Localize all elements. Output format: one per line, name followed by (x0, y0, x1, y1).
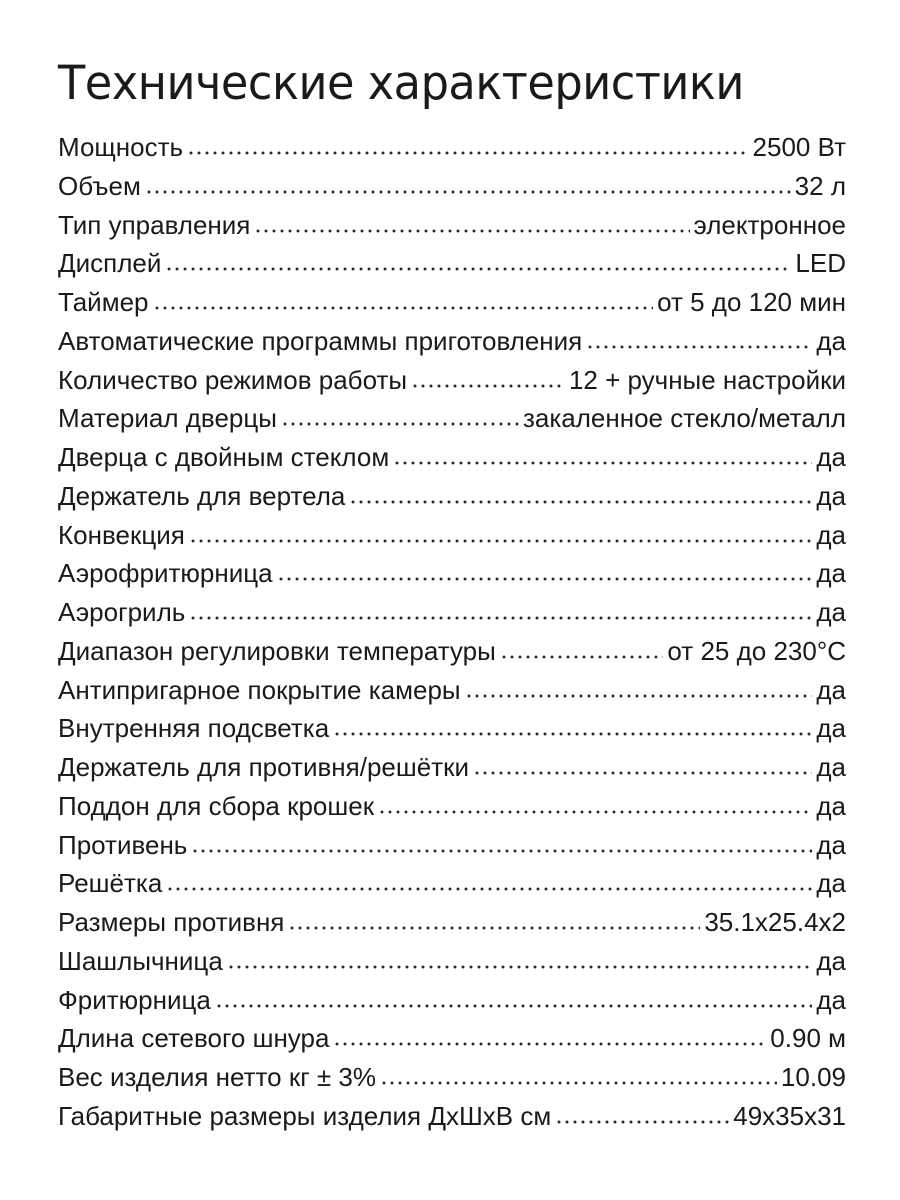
spec-row (58, 942, 846, 981)
spec-label: Поддон для сбора крошек (58, 790, 375, 821)
spec-value: да (816, 829, 846, 860)
spec-row (58, 981, 846, 1020)
dot-leader (254, 229, 689, 233)
spec-label: Решётка (58, 868, 163, 899)
spec-value: да (816, 984, 846, 1015)
spec-value: да (816, 597, 846, 627)
spec-label: Длина сетевого шнура (58, 1023, 330, 1054)
dot-leader (145, 190, 791, 194)
spec-row (58, 206, 846, 245)
dot-leader (288, 926, 700, 930)
spec-value: 10.09 (780, 1062, 846, 1092)
dot-leader (411, 384, 565, 388)
dot-leader (333, 732, 812, 736)
spec-row (58, 632, 846, 671)
dot-leader (378, 810, 812, 814)
spec-label: Количество режимов работы (58, 364, 408, 395)
spec-label: Внутренняя подсветка (58, 713, 330, 744)
spec-label: Держатель для вертела (58, 480, 346, 511)
spec-label: Вес изделия нетто кг ± 3% (58, 1062, 376, 1092)
spec-label: Аэрогриль (58, 597, 186, 627)
dot-leader (555, 1120, 729, 1124)
page-title: Технические характеристики (58, 56, 744, 111)
spec-label: Материал дверцы (58, 403, 277, 434)
spec-row (58, 438, 846, 477)
spec-value: да (816, 945, 846, 976)
spec-label: Таймер (58, 287, 149, 317)
spec-value: да (816, 519, 846, 550)
spec-row (58, 787, 846, 826)
spec-label: Конвекция (58, 519, 185, 550)
spec-value: да (816, 790, 846, 821)
spec-label: Дисплей (58, 248, 162, 279)
spec-value: да (816, 713, 846, 744)
spec-row (58, 748, 846, 787)
spec-label: Дверца с двойным стеклом (58, 442, 390, 472)
spec-row (58, 554, 846, 593)
spec-label: Мощность (58, 132, 184, 162)
dot-leader (281, 422, 519, 426)
spec-value: от 5 до 120 мин (657, 287, 846, 317)
spec-row (58, 593, 846, 632)
dot-leader (189, 616, 812, 620)
spec-value: 12 + ручные настройки (568, 364, 846, 395)
spec-label: Размеры противня (58, 907, 285, 937)
dot-leader (189, 539, 813, 543)
spec-row (58, 826, 846, 865)
dot-leader (191, 849, 812, 853)
spec-row (58, 903, 846, 942)
spec-value: да (816, 442, 846, 472)
spec-row (58, 167, 846, 206)
spec-row (58, 283, 846, 322)
spec-list (58, 128, 846, 1136)
spec-row (58, 709, 846, 748)
spec-row (58, 361, 846, 400)
spec-label: Диапазон регулировки температуры (58, 635, 496, 666)
spec-label: Фритюрница (58, 984, 211, 1015)
spec-row (58, 322, 846, 361)
dot-leader (153, 306, 654, 310)
spec-label: Аэрофритюрница (58, 558, 273, 589)
dot-leader (187, 151, 748, 155)
spec-row (58, 671, 846, 710)
spec-value: LED (795, 248, 846, 279)
spec-label: Держатель для противня/решётки (58, 752, 469, 782)
dot-leader (473, 771, 812, 775)
spec-value: да (816, 752, 846, 782)
spec-value: 32 л (794, 170, 846, 201)
spec-label: Антипригарное покрытие камеры (58, 674, 461, 705)
dot-leader (393, 461, 812, 465)
spec-label: Шашлычница (58, 945, 223, 976)
dot-leader (165, 267, 791, 271)
dot-leader (333, 1042, 766, 1046)
spec-value: электронное (693, 209, 846, 240)
spec-sheet (58, 0, 846, 1136)
dot-leader (465, 694, 813, 698)
dot-leader (277, 577, 813, 581)
spec-row (58, 1019, 846, 1058)
spec-value: да (816, 558, 846, 589)
spec-label: Тип управления (58, 209, 251, 240)
spec-value: да (816, 325, 846, 356)
dot-leader (380, 1081, 777, 1085)
spec-value: 2500 Вт (752, 132, 846, 162)
spec-row (58, 128, 846, 167)
spec-row (58, 1058, 846, 1097)
dot-leader (586, 345, 812, 349)
spec-row (58, 1097, 846, 1136)
spec-value: 49x35x31 (733, 1100, 846, 1131)
spec-value: да (816, 480, 846, 511)
spec-value: да (816, 674, 846, 705)
spec-row (58, 399, 846, 438)
spec-row (58, 516, 846, 555)
spec-label: Автоматические программы приготовления (58, 325, 583, 356)
dot-leader (166, 887, 812, 891)
spec-value: да (816, 868, 846, 899)
dot-leader (215, 1004, 813, 1008)
spec-label: Противень (58, 829, 188, 860)
spec-value: закаленное стекло/металл (522, 403, 846, 434)
spec-value: 0.90 м (770, 1023, 846, 1054)
spec-row (58, 244, 846, 283)
spec-label: Габаритные размеры изделия ДхШхВ см (58, 1100, 552, 1131)
spec-value: от 25 до 230°С (667, 635, 846, 666)
dot-leader (500, 655, 664, 659)
spec-row (58, 864, 846, 903)
spec-value: 35.1x25.4x2 (704, 907, 846, 937)
dot-leader (349, 500, 812, 504)
dot-leader (227, 965, 813, 969)
spec-label: Объем (58, 170, 141, 201)
spec-row (58, 477, 846, 516)
